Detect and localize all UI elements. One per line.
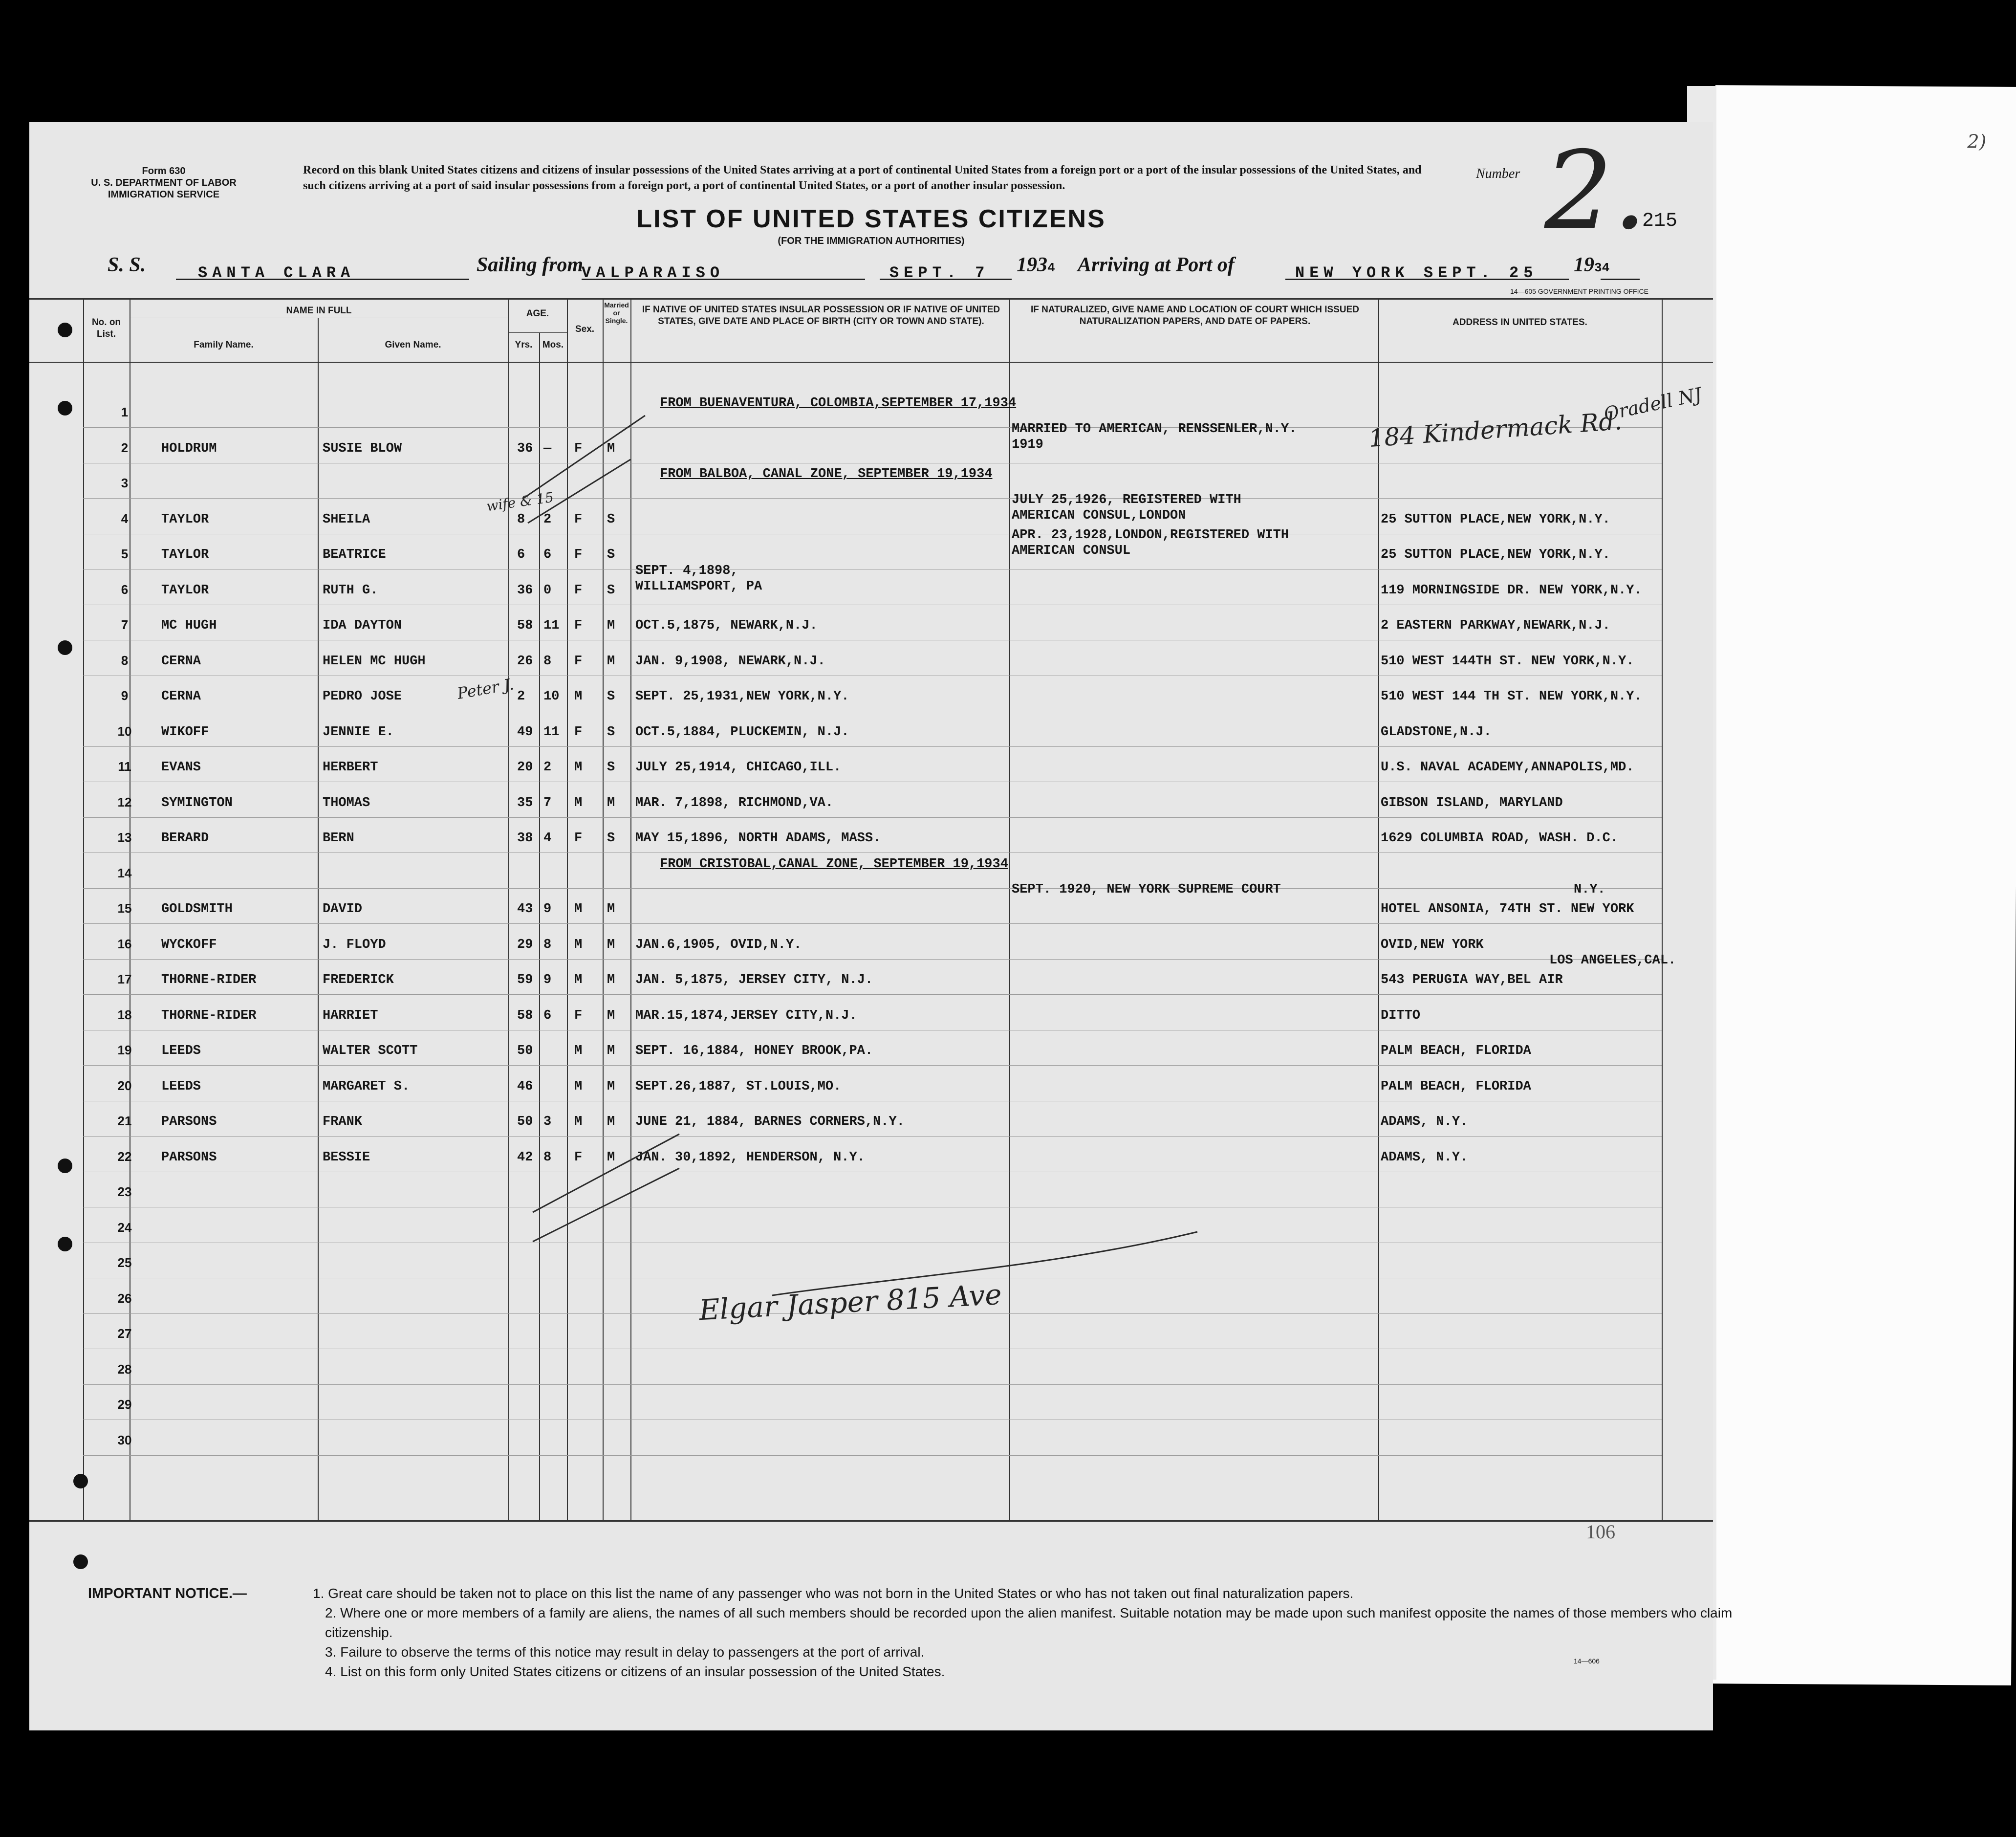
row-number: 22 [117, 1149, 132, 1164]
address-line-above: N.Y. [1574, 882, 1605, 897]
sail-date: SEPT. 7 [889, 264, 990, 282]
given-name: BESSIE [323, 1150, 370, 1165]
marital-status: M [607, 795, 615, 810]
col-age: AGE. [526, 308, 549, 319]
birth-date-place: MAY 15,1896, NORTH ADAMS, MASS. [635, 831, 881, 846]
marital-status: S [607, 831, 615, 846]
marital-status: S [607, 512, 615, 527]
punch-hole [58, 323, 72, 337]
age-months: 10 [543, 689, 560, 704]
list-number: 2. [1544, 128, 1647, 253]
row-number: 28 [117, 1361, 132, 1377]
col-family-name: Family Name. [194, 340, 254, 350]
col-birth-place: IF NATIVE OF UNITED STATES INSULAR POSSESSION OR IF NATIVE OF UNITED STATES, GIVE DATE AND PLACE OF BIRTH (CITY OR TOWN AND STATE). [642, 305, 1000, 327]
form-number: Form 630 [142, 166, 186, 176]
age-months: 0 [543, 583, 552, 598]
family-name: EVANS [161, 760, 201, 775]
punch-hole [73, 1474, 88, 1488]
family-name: PARSONS [161, 1150, 217, 1165]
given-name: SUSIE BLOW [323, 441, 402, 456]
row-number: 2 [121, 440, 129, 455]
marital-status: M [607, 618, 615, 633]
sail-year: 1934 [1017, 254, 1055, 276]
age-months: 2 [543, 760, 552, 775]
handwritten-given-note-2: Peter J. [455, 675, 516, 703]
birth-date-place: JUNE 21, 1884, BARNES CORNERS,N.Y. [635, 1115, 905, 1129]
row-number: 10 [117, 723, 132, 739]
naturalization: MARRIED TO AMERICAN, RENSSENLER,N.Y. [1012, 421, 1297, 437]
sex: M [574, 1115, 583, 1129]
marital-status: M [607, 1150, 615, 1165]
family-name: CERNA [161, 654, 201, 669]
notice-code: 14—606 [1574, 1657, 1600, 1665]
given-name: DAVID [323, 902, 363, 917]
notice-heading: IMPORTANT NOTICE.— [88, 1586, 247, 1601]
row-number: 23 [117, 1184, 132, 1199]
birth-date-place: JULY 25,1914, CHICAGO,ILL. [635, 760, 842, 775]
handwritten-address-note: Oradell NJ [1602, 383, 1704, 425]
age-years: 58 [517, 618, 533, 633]
col-sex: Sex. [575, 324, 595, 334]
marital-status: M [607, 1008, 615, 1023]
family-name: WIKOFF [161, 724, 209, 740]
marital-status: S [607, 760, 615, 775]
address: 1629 COLUMBIA ROAD, WASH. D.C. [1381, 831, 1619, 846]
manifest-sheet [29, 122, 1733, 1730]
age-years: 29 [517, 937, 533, 952]
birth-date-place: SEPT.26,1887, ST.LOUIS,MO. [635, 1079, 842, 1094]
row-number: 20 [117, 1078, 132, 1093]
punch-hole [58, 1237, 72, 1251]
age-years: 36 [517, 441, 533, 456]
handwritten-given-note: wife & 15 [485, 489, 555, 515]
row-number: 21 [117, 1114, 132, 1128]
sex: M [574, 795, 583, 810]
stamp-106: 106 [1586, 1521, 1615, 1543]
age-years: 8 [517, 512, 525, 527]
back-page [1706, 85, 2016, 1685]
address: 119 MORNINGSIDE DR. NEW YORK,N.Y. [1381, 583, 1642, 598]
marital-status: M [607, 902, 615, 917]
origin-port: VALPARAISO [582, 264, 725, 282]
given-name: HERBERT [323, 760, 378, 775]
birth-date-place: SEPT. 25,1931,NEW YORK,N.Y. [635, 689, 849, 704]
given-name: SHEILA [323, 512, 370, 527]
age-months: 4 [543, 831, 552, 846]
given-name: PEDRO JOSE [323, 689, 402, 704]
form-id [76, 165, 252, 200]
age-months: 8 [543, 937, 552, 952]
row-number: 11 [118, 759, 131, 774]
address: 510 WEST 144TH ST. NEW YORK,N.Y. [1381, 654, 1634, 669]
family-name: THORNE-RIDER [161, 973, 257, 987]
age-years: 38 [517, 831, 533, 846]
naturalization: APR. 23,1928,LONDON,REGISTERED WITH [1012, 528, 1289, 543]
birth-date-place: SEPT. 4,1898, [635, 563, 738, 578]
number-label: Number [1476, 166, 1520, 181]
given-name: THOMAS [323, 795, 370, 810]
family-name: TAYLOR [161, 547, 209, 562]
sex: F [574, 547, 583, 562]
age-years: 59 [517, 973, 533, 987]
family-name: WYCKOFF [161, 937, 217, 952]
age-months: 7 [543, 795, 552, 810]
given-name: MARGARET S. [323, 1079, 410, 1094]
family-name: SYMINGTON [161, 795, 233, 810]
age-months: 9 [543, 902, 552, 917]
given-name: BERN [323, 831, 354, 846]
page-number: 215 [1642, 210, 1678, 232]
col-naturalization: IF NATURALIZED, GIVE NAME AND LOCATION OF COURT WHICH ISSUED NATURALIZATION PAPERS, AND DATE OF PAPERS. [1030, 305, 1359, 327]
age-months: 6 [543, 547, 552, 562]
age-months: 11 [543, 724, 560, 740]
punch-hole [58, 401, 72, 416]
naturalization-line-2: AMERICAN CONSUL,LONDON [1012, 508, 1186, 523]
record-instructions: Record on this blank United States citizens and citizens of insular possessions of the United States arriving at a port of continental United States from a foreign port or a port of the insular possessions of the United States, and such citizens arriving at a port of said insular possessions from a foreign port, a port of continental United States, or a port of another insular possession. [303, 164, 1422, 192]
marital-status: S [607, 689, 615, 704]
row-number: 5 [121, 547, 129, 561]
punch-hole [73, 1554, 88, 1569]
family-name: LEEDS [161, 1079, 201, 1094]
notice-item-2: 2. Where one or more members of a family are aliens, the names of all such members should be recorded upon the alien manifest. Suitable notation may be made upon such manifest opposite the names of those members who claim citizenship. [325, 1605, 1733, 1640]
age-years: 2 [517, 689, 525, 704]
marital-status: M [607, 654, 615, 669]
address: GIBSON ISLAND, MARYLAND [1381, 795, 1563, 810]
row-number: 6 [121, 582, 129, 597]
birth-date-place: MAR. 7,1898, RICHMOND,VA. [635, 795, 834, 810]
sex: M [574, 902, 583, 917]
printer-mark: 14—605 GOVERNMENT PRINTING OFFICE [1510, 287, 1648, 295]
given-name: WALTER SCOTT [323, 1044, 418, 1058]
row-number: 8 [121, 653, 129, 668]
address: PALM BEACH, FLORIDA [1381, 1044, 1531, 1058]
row-number: 30 [117, 1432, 132, 1447]
punch-hole [58, 640, 72, 655]
family-name: PARSONS [161, 1115, 217, 1129]
row-number: 13 [117, 830, 132, 845]
given-name: FRANK [323, 1115, 363, 1129]
service-name: IMMIGRATION SERVICE [108, 189, 220, 200]
col-mos: Mos. [542, 340, 564, 350]
age-months: 8 [543, 654, 552, 669]
given-name: FREDERICK [323, 973, 394, 987]
age-years: 50 [517, 1044, 533, 1058]
row-number: 19 [117, 1043, 132, 1057]
naturalization: SEPT. 1920, NEW YORK SUPREME COURT [1012, 882, 1281, 897]
family-name: TAYLOR [161, 512, 209, 527]
check-marks [518, 401, 1251, 1330]
age-years: 42 [517, 1150, 533, 1165]
age-years: 49 [517, 724, 533, 740]
marital-status: M [607, 441, 615, 456]
age-years: 36 [517, 583, 533, 598]
ss-label: S. S. [108, 254, 146, 276]
address: OVID,NEW YORK [1381, 937, 1484, 952]
row-number: 7 [121, 617, 129, 632]
family-name: BERARD [161, 831, 209, 846]
row-number: 29 [117, 1397, 132, 1412]
age-months: — [543, 441, 552, 456]
notice-item-3: 3. Failure to observe the terms of this notice may result in delay to passengers at the port of arrival. [325, 1644, 925, 1660]
row-number: 9 [121, 688, 129, 703]
row-number: 15 [117, 901, 132, 916]
sex: F [574, 724, 583, 740]
col-address: ADDRESS IN UNITED STATES. [1452, 317, 1587, 328]
birth-date-place: JAN. 9,1908, NEWARK,N.J. [635, 654, 825, 669]
notice-item-4: 4. List on this form only United States citizens or citizens of an insular possession of the United States. [325, 1664, 945, 1679]
sex: F [574, 1008, 583, 1023]
age-years: 50 [517, 1115, 533, 1129]
naturalization: JULY 25,1926, REGISTERED WITH [1012, 492, 1241, 507]
given-name: J. FLOYD [323, 937, 386, 952]
given-name: RUTH G. [323, 583, 378, 598]
sex: F [574, 1150, 583, 1165]
row-number: 17 [117, 972, 132, 986]
age-months: 2 [543, 512, 552, 527]
col-given-name: Given Name. [385, 340, 441, 350]
family-name: CERNA [161, 689, 201, 704]
signature: Elgar Jasper 815 Ave [698, 1277, 1003, 1327]
arriving-label: Arriving at Port of [1078, 254, 1235, 276]
age-months: 9 [543, 973, 552, 987]
col-no-on-list: No. on List. [91, 317, 121, 339]
row-number: 27 [117, 1326, 132, 1341]
given-name: IDA DAYTON [323, 618, 402, 633]
birth-date-place: JAN.6,1905, OVID,N.Y. [635, 937, 802, 952]
marital-status: S [607, 724, 615, 740]
sex: M [574, 1044, 583, 1058]
col-yrs: Yrs. [515, 340, 533, 350]
birth-date-place: MAR.15,1874,JERSEY CITY,N.J. [635, 1008, 857, 1023]
family-name: LEEDS [161, 1044, 201, 1058]
address: 25 SUTTON PLACE,NEW YORK,N.Y. [1381, 512, 1610, 527]
sex: F [574, 831, 583, 846]
birth-place-line-2: WILLIAMSPORT, PA [635, 579, 762, 594]
sex: M [574, 689, 583, 704]
birth-date-place: JAN. 5,1875, JERSEY CITY, N.J. [635, 973, 873, 987]
naturalization-line-2: 1919 [1012, 437, 1043, 452]
col-married-single: Married or Single. [604, 301, 629, 325]
age-months: 6 [543, 1008, 552, 1023]
age-months: 8 [543, 1150, 552, 1165]
marital-status: M [607, 1115, 615, 1129]
corner-note: 2) [1967, 131, 1987, 153]
marital-status: M [607, 937, 615, 952]
row-number: 26 [117, 1290, 132, 1306]
age-years: 43 [517, 902, 533, 917]
sex: M [574, 973, 583, 987]
given-name: BEATRICE [323, 547, 386, 562]
age-years: 6 [517, 547, 525, 562]
page-subtitle: (FOR THE IMMIGRATION AUTHORITIES) [778, 236, 965, 246]
section-heading: FROM CRISTOBAL,CANAL ZONE, SEPTEMBER 19,1934 [660, 856, 1008, 872]
notice-item-1: 1. Great care should be taken not to place on this list the name of any passenger who was not born in the United States or who has not taken out final naturalization papers. [313, 1586, 1354, 1601]
address: 543 PERUGIA WAY,BEL AIR [1381, 973, 1563, 987]
row-number: 1 [121, 405, 129, 419]
address: ADAMS, N.Y. [1381, 1150, 1468, 1165]
birth-date-place: JAN. 30,1892, HENDERSON, N.Y. [635, 1150, 865, 1165]
sex: F [574, 654, 583, 669]
age-months: 3 [543, 1115, 552, 1129]
family-name: THORNE-RIDER [161, 1008, 257, 1023]
address: GLADSTONE,N.J. [1381, 724, 1492, 740]
family-name: TAYLOR [161, 583, 209, 598]
birth-date-place: SEPT. 16,1884, HONEY BROOK,PA. [635, 1044, 873, 1058]
row-number: 4 [121, 511, 129, 526]
birth-date-place: OCT.5,1884, PLUCKEMIN, N.J. [635, 724, 849, 740]
address: ADAMS, N.Y. [1381, 1115, 1468, 1129]
age-months: 11 [543, 618, 560, 633]
age-years: 58 [517, 1008, 533, 1023]
given-name: HELEN MC HUGH [323, 654, 426, 669]
row-number: 25 [117, 1255, 132, 1270]
address: 25 SUTTON PLACE,NEW YORK,N.Y. [1381, 547, 1610, 562]
marital-status: M [607, 973, 615, 987]
address: PALM BEACH, FLORIDA [1381, 1079, 1531, 1094]
sex: M [574, 1079, 583, 1094]
sex: F [574, 618, 583, 633]
address: HOTEL ANSONIA, 74TH ST. NEW YORK [1381, 902, 1634, 917]
row-number: 14 [117, 865, 132, 880]
row-number: 16 [117, 936, 132, 951]
col-name-in-full: NAME IN FULL [286, 306, 352, 316]
section-heading: FROM BUENAVENTURA, COLOMBIA,SEPTEMBER 17,1934 [660, 396, 1017, 411]
sex: M [574, 937, 583, 952]
marital-status: S [607, 583, 615, 598]
address-line-above: LOS ANGELES,CAL. [1549, 953, 1676, 968]
address: DITTO [1381, 1008, 1421, 1023]
age-years: 35 [517, 795, 533, 810]
given-name: JENNIE E. [323, 724, 394, 740]
family-name: HOLDRUM [161, 441, 217, 456]
address: U.S. NAVAL ACADEMY,ANNAPOLIS,MD. [1381, 760, 1634, 775]
marital-status: M [607, 1044, 615, 1058]
sex: F [574, 441, 583, 456]
row-number: 24 [117, 1220, 132, 1235]
sex: F [574, 583, 583, 598]
department-name: U. S. DEPARTMENT OF LABOR [91, 177, 237, 188]
ship-name: SANTA CLARA [198, 264, 355, 282]
row-number: 18 [117, 1007, 132, 1022]
marital-status: M [607, 1079, 615, 1094]
sex: M [574, 760, 583, 775]
section-heading: FROM BALBOA, CANAL ZONE, SEPTEMBER 19,1934 [660, 467, 993, 481]
age-years: 20 [517, 760, 533, 775]
address: 2 EASTERN PARKWAY,NEWARK,N.J. [1381, 618, 1610, 633]
arrival-port-date: NEW YORK SEPT. 25 [1295, 264, 1538, 282]
row-number: 12 [117, 794, 132, 809]
arrival-year: 1934 [1574, 254, 1610, 276]
handwritten-address: 184 Kindermack Rd. [1367, 406, 1623, 453]
punch-hole [58, 1159, 72, 1173]
row-number: 3 [121, 476, 129, 490]
address: 510 WEST 144 TH ST. NEW YORK,N.Y. [1381, 689, 1642, 704]
marital-status: S [607, 547, 615, 562]
sex: F [574, 512, 583, 527]
birth-date-place: OCT.5,1875, NEWARK,N.J. [635, 618, 818, 633]
age-years: 26 [517, 654, 533, 669]
age-years: 46 [517, 1079, 533, 1094]
naturalization-line-2: AMERICAN CONSUL [1012, 544, 1131, 558]
family-name: MC HUGH [161, 618, 217, 633]
family-name: GOLDSMITH [161, 902, 233, 917]
sailing-label: Sailing from [477, 254, 584, 276]
page-title: LIST OF UNITED STATES CITIZENS [636, 205, 1106, 233]
given-name: HARRIET [323, 1008, 378, 1023]
